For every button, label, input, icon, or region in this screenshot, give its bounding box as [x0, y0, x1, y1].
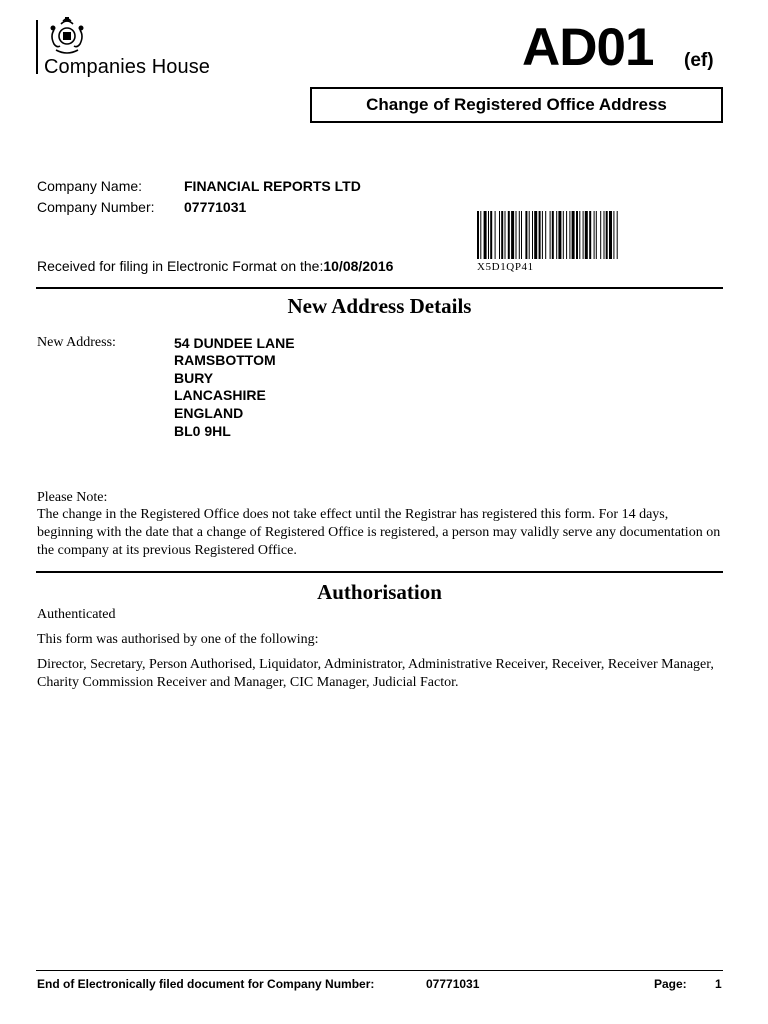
new-address-heading: New Address Details	[287, 294, 472, 318]
form-code: AD01	[522, 18, 654, 77]
royal-crest-icon	[46, 16, 88, 56]
received-label: Received for filing in Electronic Format on the:	[37, 258, 324, 274]
footer-divider	[36, 970, 723, 971]
authorisation-heading: Authorisation	[317, 580, 442, 604]
section-divider	[36, 287, 723, 289]
barcode-image	[477, 211, 719, 259]
received-row	[37, 258, 393, 274]
new-address-label: New Address:	[37, 335, 116, 350]
logo-divider	[36, 20, 38, 74]
address-line-4: LANCASHIRE	[174, 387, 266, 403]
company-name-value: FINANCIAL REPORTS LTD	[184, 178, 361, 194]
org-name: Companies House	[44, 56, 211, 78]
address-line-5: ENGLAND	[174, 405, 244, 421]
note-heading: Please Note:	[37, 490, 108, 505]
form-code-suffix: (ef)	[684, 50, 714, 71]
company-name-label: Company Name:	[37, 178, 143, 194]
footer-page-label: Page:	[654, 977, 687, 991]
section-divider	[36, 571, 723, 573]
footer-company-number: 07771031	[426, 977, 480, 991]
address-line-3: BURY	[174, 370, 214, 386]
note-text: The change in the Registered Office does not take effect until the Registrar has registered this form. For 14 days, beginning with the date that a change of Registered Office is registered, a person may validly serve any documentation on the company at its previous Registered Office.	[37, 507, 721, 558]
received-date: 10/08/2016	[323, 258, 394, 274]
address-line-6: BL0 9HL	[174, 423, 231, 439]
authorisation-intro: This form was authorised by one of the following:	[37, 632, 319, 647]
barcode-text: X5D1QP41	[477, 261, 534, 273]
address-line-1: 54 DUNDEE LANE	[174, 335, 295, 351]
footer-end-label: End of Electronically filed document for Company Number:	[37, 977, 375, 991]
form-title: Change of Registered Office Address	[310, 87, 723, 123]
address-line-2: RAMSBOTTOM	[174, 352, 276, 368]
authorisation-status: Authenticated	[37, 607, 116, 622]
company-number-label: Company Number:	[37, 199, 155, 215]
footer-page-number: 1	[715, 977, 722, 991]
authorisation-roles: Director, Secretary, Person Authorised, Liquidator, Administrator, Administrative Receiver, Receiver, Receiver Manager, Charity Commission Receiver and Manager, CIC Manager, Judicial Factor.	[37, 657, 714, 690]
company-number-value: 07771031	[184, 199, 247, 215]
